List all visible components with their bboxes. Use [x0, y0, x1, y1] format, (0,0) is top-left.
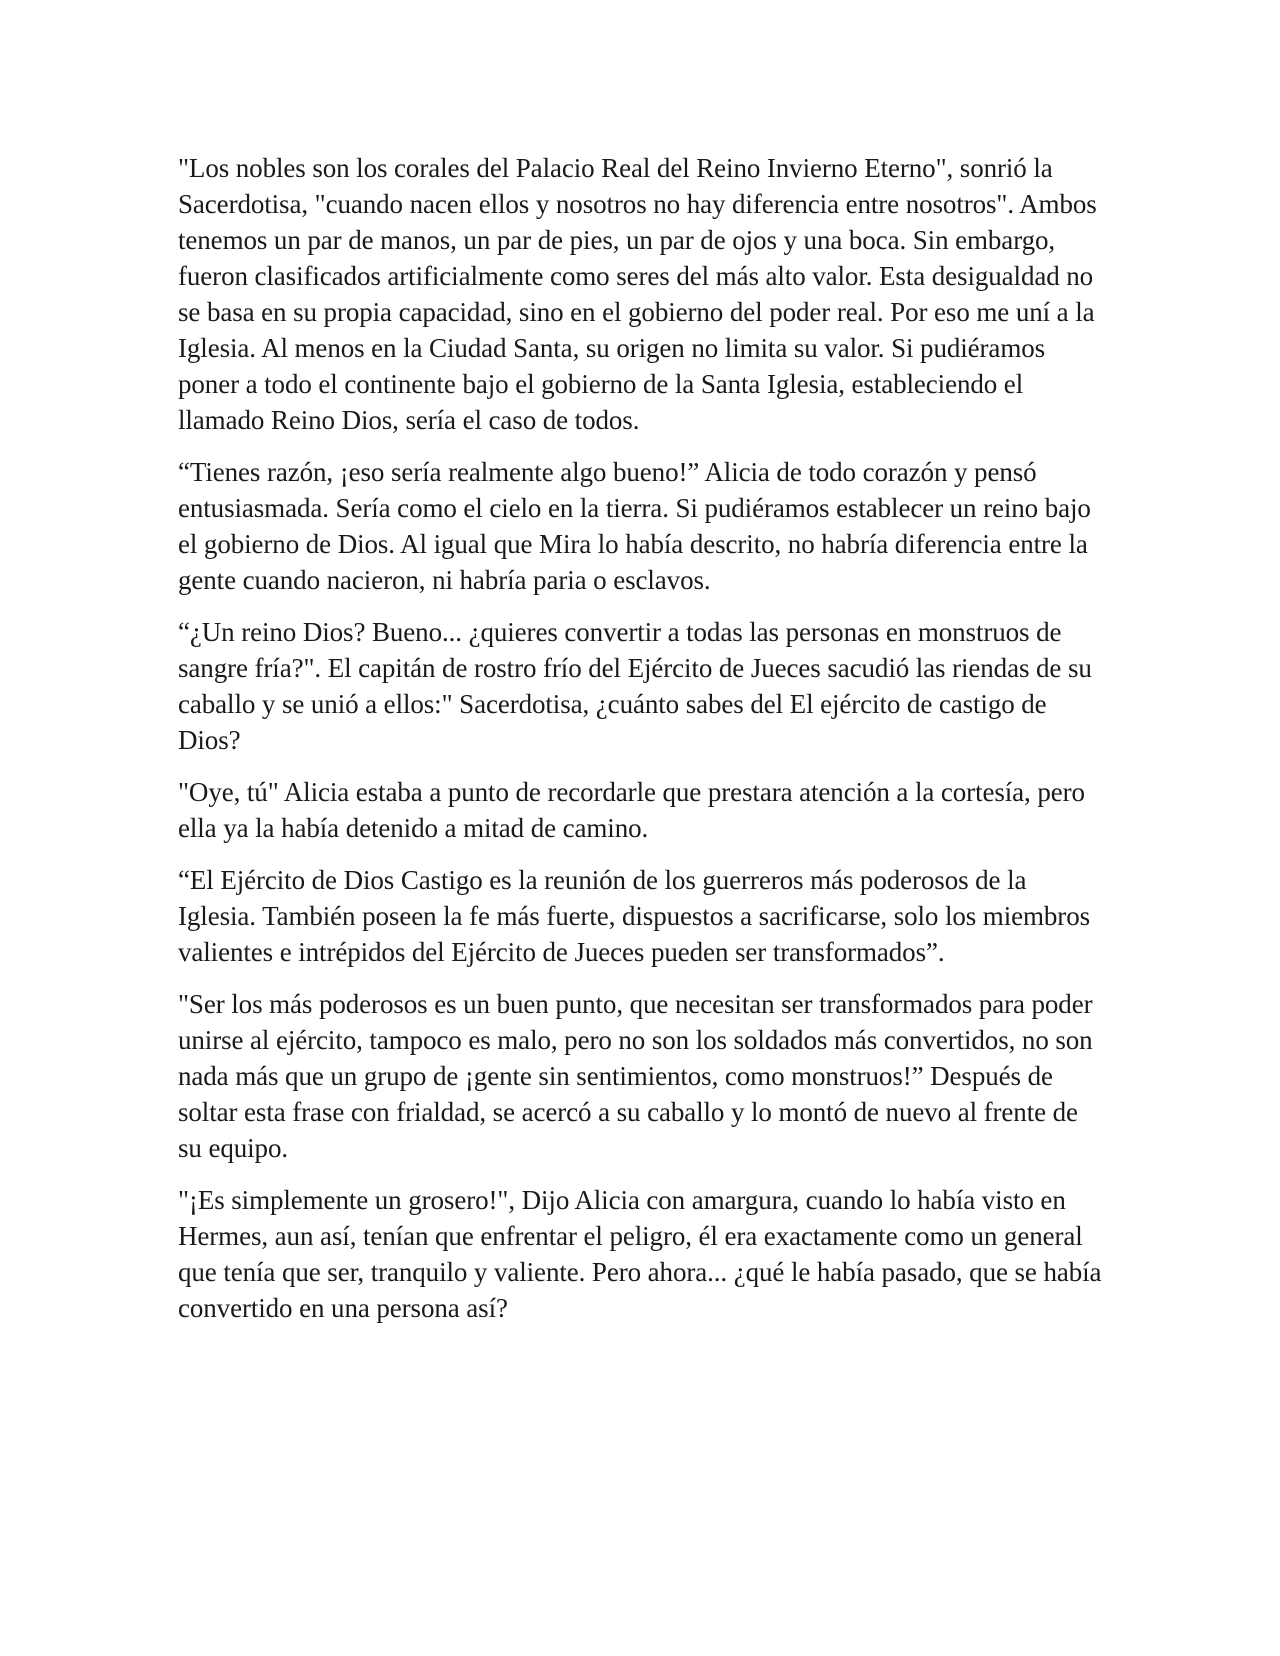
document-body	[178, 150, 1108, 1342]
paragraph-4: "Oye, tú" Alicia estaba a punto de recordarle que prestara atención a la cortesía, pero ella ya la había detenido a mitad de camino.	[178, 777, 1085, 843]
paragraph-2: “Tienes razón, ¡eso sería realmente algo bueno!” Alicia de todo corazón y pensó entusiasmada. Sería como el cielo en la tierra. Si pudiéramos establecer un reino bajo el gobierno de Dios. Al igual que Mira lo había descrito, no habría diferencia entre la gente cuando nacieron, ni habría paria o esclavos.	[178, 457, 1091, 595]
paragraph-6: "Ser los más poderosos es un buen punto, que necesitan ser transformados para poder unirse al ejército, tampoco es malo, pero no son los soldados más convertidos, no son nada más que un grupo de ¡gente sin sentimientos, como monstruos!” Después de soltar esta frase con frialdad, se acercó a su caballo y lo montó de nuevo al frente de su equipo.	[178, 989, 1093, 1163]
paragraph-1: "Los nobles son los corales del Palacio Real del Reino Invierno Eterno", sonrió la Sacerdotisa, "cuando nacen ellos y nosotros no hay diferencia entre nosotros". Ambos tenemos un par de manos, un par de pies, un par de ojos y una boca. Sin embargo, fueron clasificados artificialmente como seres del más alto valor. Esta desigualdad no se basa en su propia capacidad, sino en el gobierno del poder real. Por eso me uní a la Iglesia. Al menos en la Ciudad Santa, su origen no limita su valor. Si pudiéramos poner a todo el continente bajo el gobierno de la Santa Iglesia, estableciendo el llamado Reino Dios, sería el caso de todos.	[178, 153, 1097, 435]
paragraph-7: "¡Es simplemente un grosero!", Dijo Alicia con amargura, cuando lo había visto en Hermes, aun así, tenían que enfrentar el peligro, él era exactamente como un general que tenía que ser, tranquilo y valiente. Pero ahora... ¿qué le había pasado, que se había convertido en una persona así?	[178, 1185, 1102, 1323]
paragraph-5: “El Ejército de Dios Castigo es la reunión de los guerreros más poderosos de la Iglesia. También poseen la fe más fuerte, dispuestos a sacrificarse, solo los miembros valientes e intrépidos del Ejército de Jueces pueden ser transformados”.	[178, 865, 1090, 967]
paragraph-3: “¿Un reino Dios? Bueno... ¿quieres convertir a todas las personas en monstruos de sangre fría?". El capitán de rostro frío del Ejército de Jueces sacudió las riendas de su caballo y se unió a ellos:" Sacerdotisa, ¿cuánto sabes del El ejército de castigo de Dios?	[178, 617, 1092, 755]
